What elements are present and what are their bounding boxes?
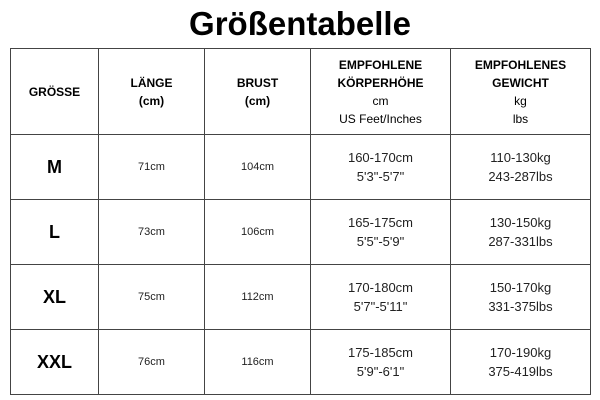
weight-cell (451, 265, 591, 330)
table-row (11, 135, 591, 200)
height-ft: 5'3"-5'7" (356, 169, 405, 184)
header-weight (451, 49, 591, 135)
weight-lbs: 331-375lbs (488, 299, 553, 314)
header-length-label: LÄNGE (130, 75, 173, 90)
header-weight-unit-lbs: lbs (512, 111, 529, 126)
height-cell (311, 330, 451, 395)
height-cm: 175-185cm (347, 345, 414, 360)
weight-cell (451, 200, 591, 265)
weight-cell (451, 330, 591, 395)
weight-lbs: 375-419lbs (488, 364, 553, 379)
page-title: Größentabelle (189, 5, 411, 42)
height-cm: 165-175cm (347, 215, 414, 230)
height-cell (311, 135, 451, 200)
header-chest (205, 49, 311, 135)
length-cell: 73cm (99, 200, 205, 265)
header-weight-label-2: GEWICHT (492, 75, 549, 90)
table-row (11, 330, 591, 395)
header-height-label-1: EMPFOHLENE (338, 57, 423, 72)
header-length-unit: (cm) (138, 93, 165, 108)
header-length (99, 49, 205, 135)
size-cell: M (11, 135, 99, 200)
weight-lbs: 287-331lbs (488, 234, 553, 249)
weight-lbs: 243-287lbs (488, 169, 553, 184)
size-chart-table (10, 48, 591, 395)
size-cell: XXL (11, 330, 99, 395)
chest-cell: 104cm (205, 135, 311, 200)
height-ft: 5'7"-5'11" (353, 299, 408, 314)
header-weight-label-1: EMPFOHLENES (474, 57, 567, 72)
header-size (11, 49, 99, 135)
header-height (311, 49, 451, 135)
header-height-unit-ft: US Feet/Inches (339, 111, 422, 126)
height-ft: 5'5"-5'9" (356, 234, 405, 249)
size-cell: XL (11, 265, 99, 330)
table-row (11, 200, 591, 265)
header-height-label-2: KÖRPERHÖHE (337, 75, 424, 90)
height-cell (311, 200, 451, 265)
chest-cell: 116cm (205, 330, 311, 395)
height-cm: 170-180cm (347, 280, 414, 295)
weight-kg: 130-150kg (489, 215, 552, 230)
header-height-unit-cm: cm (372, 93, 389, 108)
chest-cell: 106cm (205, 200, 311, 265)
length-cell: 71cm (99, 135, 205, 200)
table-header-row (11, 49, 591, 135)
header-chest-unit: (cm) (244, 93, 271, 108)
header-weight-unit-kg: kg (514, 93, 527, 108)
height-ft: 5'9"-6'1" (356, 364, 405, 379)
height-cm: 160-170cm (347, 150, 414, 165)
weight-kg: 110-130kg (490, 150, 551, 165)
table-row (11, 265, 591, 330)
size-cell: L (11, 200, 99, 265)
header-size-label: GRÖSSE (28, 84, 81, 99)
weight-kg: 170-190kg (489, 345, 552, 360)
header-chest-label: BRUST (236, 75, 279, 90)
weight-kg: 150-170kg (489, 280, 552, 295)
length-cell: 75cm (99, 265, 205, 330)
weight-cell (451, 135, 591, 200)
length-cell: 76cm (99, 330, 205, 395)
chest-cell: 112cm (205, 265, 311, 330)
height-cell (311, 265, 451, 330)
